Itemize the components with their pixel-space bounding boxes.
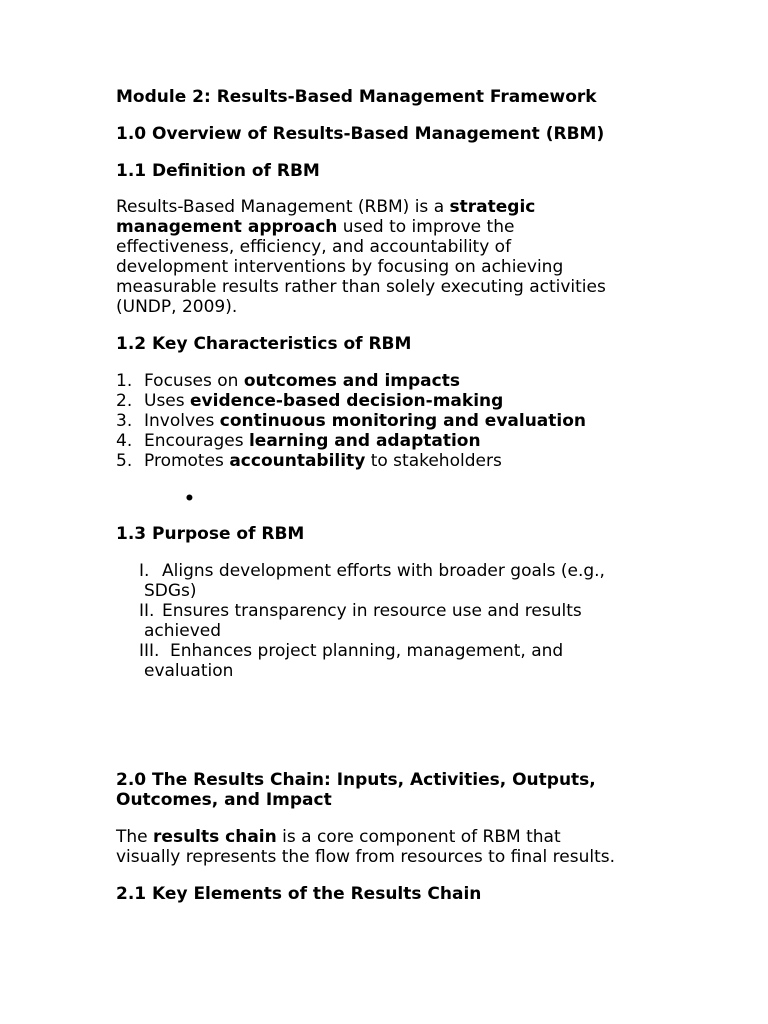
- section-heading-1-3: 1.3 Purpose of RBM: [116, 524, 305, 544]
- purpose-item-line: evaluation: [144, 661, 234, 681]
- text-span: Focuses on: [144, 371, 244, 391]
- text-span: Encourages: [144, 431, 249, 451]
- emphasis-span: management approach: [116, 217, 338, 237]
- roman-number: II.: [139, 601, 155, 621]
- text-span: Promotes: [144, 451, 230, 471]
- list-number: 3.: [116, 411, 133, 431]
- list-item: [116, 451, 502, 471]
- purpose-item-line: achieved: [144, 621, 222, 641]
- list-item: [116, 431, 481, 451]
- list-number: 2.: [116, 391, 133, 411]
- text-span: Results-Based Management (RBM) is a: [116, 197, 450, 217]
- text-span: Involves: [144, 411, 220, 431]
- section-heading-1-2: 1.2 Key Characteristics of RBM: [116, 334, 412, 354]
- list-number: 1.: [116, 371, 133, 391]
- section-heading-2-0: 2.0 The Results Chain: Inputs, Activities, Outputs,: [116, 770, 596, 790]
- text-span: The: [116, 827, 154, 847]
- emphasis-span: learning and adaptation: [248, 431, 481, 451]
- definition-paragraph-line: [116, 217, 514, 237]
- text-span: is a core component of RBM that: [276, 827, 561, 847]
- section-heading-2-1: 2.1 Key Elements of the Results Chain: [116, 884, 482, 904]
- text-span: Uses: [144, 391, 191, 411]
- section-heading-1-1: 1.1 Definition of RBM: [116, 161, 320, 181]
- roman-number: I.: [139, 561, 150, 581]
- emphasis-span: accountability: [229, 451, 366, 471]
- section-heading-1-0: 1.0 Overview of Results-Based Management (RBM): [116, 124, 605, 144]
- list-item: [116, 391, 503, 411]
- emphasis-span: strategic: [449, 197, 536, 217]
- emphasis-span: evidence-based decision-making: [190, 391, 504, 411]
- emphasis-span: results chain: [153, 827, 277, 847]
- list-item: [116, 371, 460, 391]
- purpose-item-line: Enhances project planning, management, and: [170, 641, 564, 661]
- definition-paragraph-line: (UNDP, 2009).: [116, 297, 238, 317]
- list-number: 5.: [116, 451, 133, 471]
- definition-paragraph-line: measurable results rather than solely executing activities: [116, 277, 606, 297]
- module-title: Module 2: Results-Based Management Framework: [116, 87, 597, 107]
- roman-number: III.: [139, 641, 160, 661]
- purpose-item-line: Aligns development efforts with broader goals (e.g.,: [162, 561, 605, 581]
- text-span: to stakeholders: [365, 451, 502, 471]
- purpose-item-line: Ensures transparency in resource use and results: [162, 601, 582, 621]
- list-item: [116, 411, 586, 431]
- emphasis-span: continuous monitoring and evaluation: [219, 411, 587, 431]
- purpose-item-line: SDGs): [144, 581, 197, 601]
- list-number: 4.: [116, 431, 133, 451]
- section-heading-2-0-continued: Outcomes, and Impact: [116, 790, 332, 810]
- stray-bullet: •: [184, 489, 195, 509]
- text-span: used to improve the: [337, 217, 515, 237]
- definition-paragraph-line: development interventions by focusing on achieving: [116, 257, 564, 277]
- emphasis-span: outcomes and impacts: [243, 371, 460, 391]
- definition-paragraph-line: [116, 197, 535, 217]
- results-chain-paragraph-line: [116, 827, 561, 847]
- results-chain-paragraph-line: visually represents the flow from resources to final results.: [116, 847, 616, 867]
- definition-paragraph-line: effectiveness, efficiency, and accountability of: [116, 237, 512, 257]
